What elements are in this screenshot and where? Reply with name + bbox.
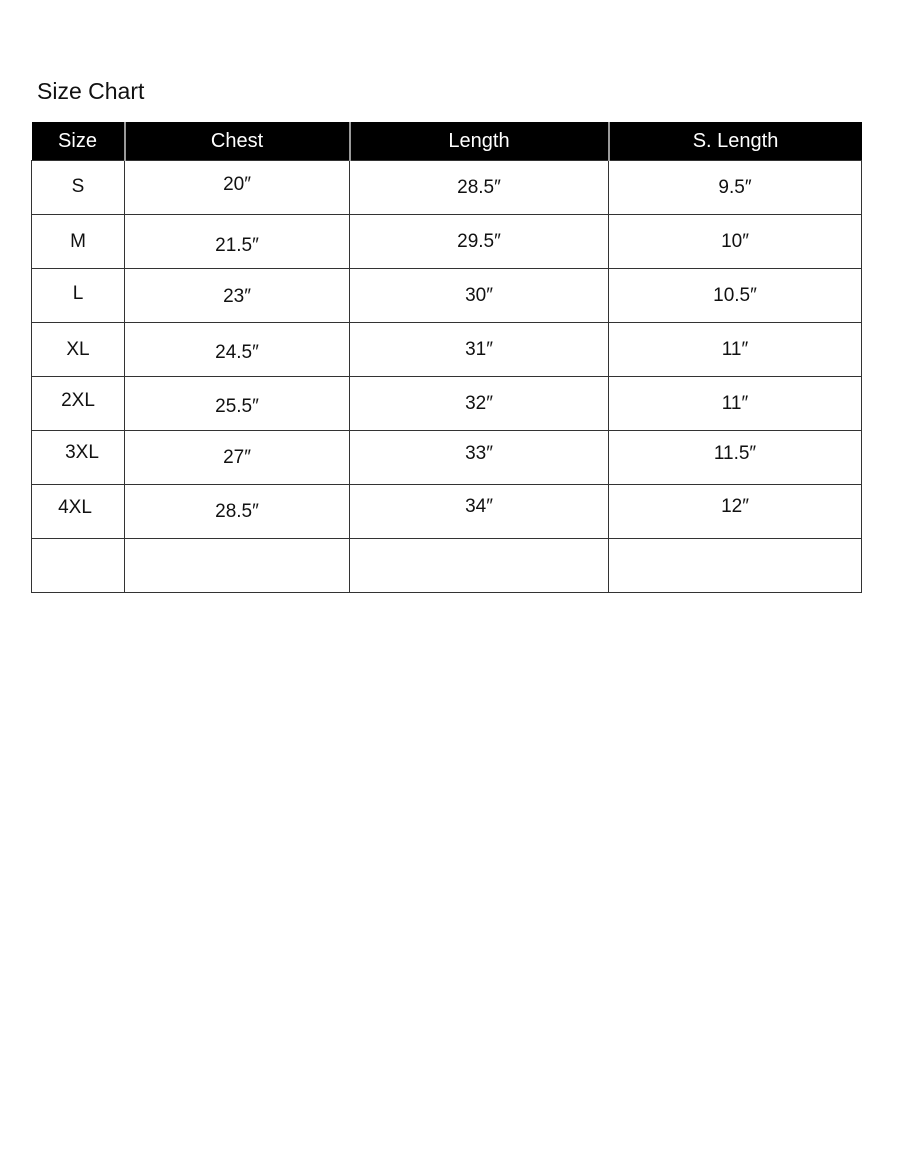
size-cell: 4XL	[32, 485, 125, 539]
table-row	[32, 539, 862, 593]
chest-cell	[125, 539, 350, 593]
chest-cell: 28.5″	[125, 485, 350, 539]
chest-cell: 20″	[125, 161, 350, 215]
length-cell: 30″	[350, 269, 609, 323]
size-cell: 3XL	[32, 431, 125, 485]
size-cell: XL	[32, 323, 125, 377]
table-row	[32, 215, 862, 269]
page-title: Size Chart	[37, 78, 145, 104]
length-cell: 33″	[350, 431, 609, 485]
sleeve-length-cell: 10.5″	[609, 269, 862, 323]
sleeve-length-cell	[609, 539, 862, 593]
chest-cell: 25.5″	[125, 377, 350, 431]
chest-cell: 24.5″	[125, 323, 350, 377]
length-cell: 34″	[350, 485, 609, 539]
table-row	[32, 323, 862, 377]
header-size: Size	[32, 122, 125, 161]
sleeve-length-cell: 12″	[609, 485, 862, 539]
size-cell: S	[32, 161, 125, 215]
sleeve-length-cell: 9.5″	[609, 161, 862, 215]
length-cell: 29.5″	[350, 215, 609, 269]
table-row	[32, 161, 862, 215]
sleeve-length-cell: 11″	[609, 323, 862, 377]
table-header-row	[32, 122, 862, 161]
length-cell: 32″	[350, 377, 609, 431]
table-row	[32, 269, 862, 323]
length-cell: 28.5″	[350, 161, 609, 215]
table-row	[32, 377, 862, 431]
length-cell	[350, 539, 609, 593]
sleeve-length-cell: 11″	[609, 377, 862, 431]
sleeve-length-cell: 10″	[609, 215, 862, 269]
size-cell: 2XL	[32, 377, 125, 431]
size-cell	[32, 539, 125, 593]
size-cell: L	[32, 269, 125, 323]
header-length: Length	[350, 122, 609, 161]
sleeve-length-cell: 11.5″	[609, 431, 862, 485]
size-cell: M	[32, 215, 125, 269]
chest-cell: 27″	[125, 431, 350, 485]
table-row	[32, 485, 862, 539]
header-sleeve-length: S. Length	[609, 122, 862, 161]
chest-cell: 23″	[125, 269, 350, 323]
size-chart-table	[31, 122, 862, 593]
length-cell: 31″	[350, 323, 609, 377]
chest-cell: 21.5″	[125, 215, 350, 269]
table-row	[32, 431, 862, 485]
header-chest: Chest	[125, 122, 350, 161]
